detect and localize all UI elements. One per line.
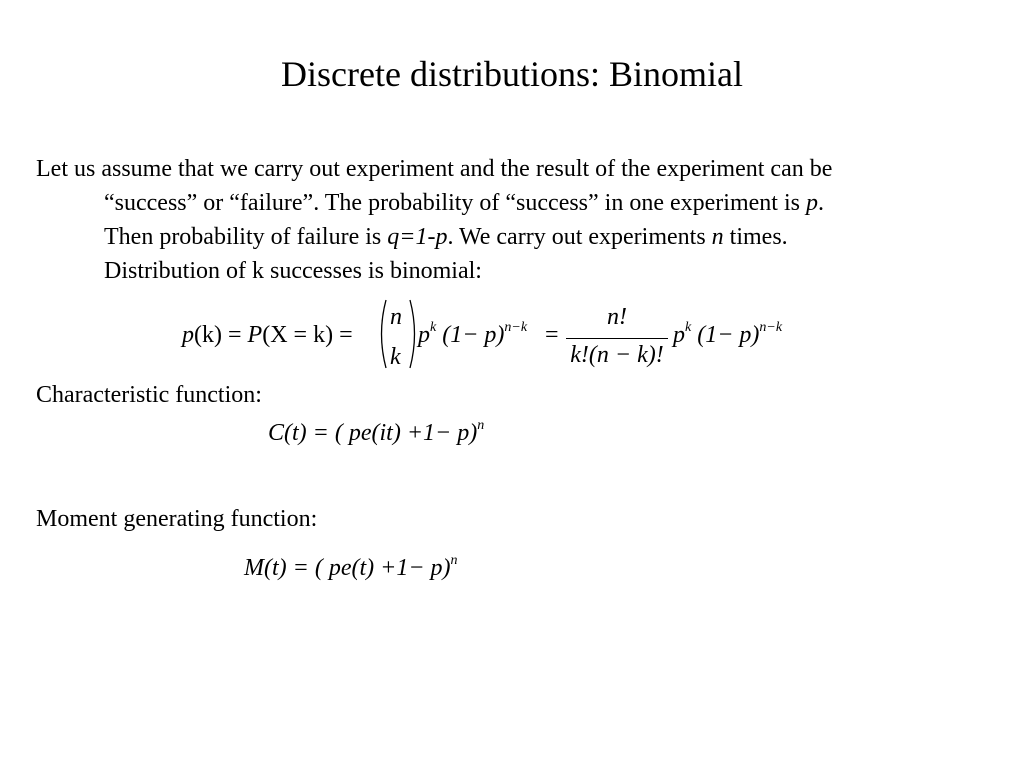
pmf-rhs-2 [673, 322, 782, 349]
var-p: p [805, 190, 818, 216]
intro-line-3-text-a: Then probability of failure is [104, 224, 388, 250]
pmf-X: (X [262, 322, 288, 348]
intro-line-2 [104, 186, 824, 220]
characteristic-formula-main: C(t) = ( pe(it) +1− p) [268, 420, 478, 446]
intro-line-1: Let us assume that we carry out experiment and the result of the experiment can be [36, 156, 833, 182]
intro-line-3-text-c: times. [723, 224, 788, 250]
frac-num-text: n! [607, 304, 627, 330]
fraction-bar [566, 338, 668, 339]
pmf-lhs-p: p [182, 322, 194, 348]
pmf-k-exponent: k [430, 320, 437, 335]
characteristic-label: Characteristic function: [36, 382, 262, 408]
slide-title: Discrete distributions: Binomial [281, 54, 743, 94]
pmf-one-minus-p-2: (1− p) [697, 322, 760, 348]
frac-denominator: k!(n − k)! [570, 342, 664, 368]
binom-bottom: k [390, 344, 401, 370]
pmf-p-2: p [673, 322, 685, 348]
var-n: n [711, 224, 724, 250]
pmf-eq-3: = [545, 322, 559, 348]
intro-line-2-text: “success” or “failure”. The probability of “success” in one experiment is [104, 190, 806, 216]
pmf-lhs-k: (k) [194, 322, 222, 348]
pmf-eq-2: = [339, 322, 353, 348]
mgf-label: Moment generating function: [36, 506, 318, 532]
intro-line-3 [104, 220, 788, 254]
pmf-eq-k: = k) [293, 322, 334, 348]
pmf-k-exponent-2: k [685, 320, 692, 335]
pmf-p: p [418, 322, 430, 348]
left-paren-icon [382, 300, 387, 368]
pmf-lhs [182, 322, 353, 349]
var-q-definition: q=1-p [387, 224, 448, 250]
pmf-P: P [247, 322, 263, 348]
period: . [817, 190, 824, 216]
frac-numerator [566, 304, 668, 331]
characteristic-formula [268, 420, 484, 447]
pmf-rhs-1 [418, 322, 527, 349]
right-paren-icon [410, 300, 415, 368]
pmf-nk-exponent-2: n−k [759, 320, 783, 335]
pmf-eq-1: = [227, 322, 242, 348]
mgf-formula-main: M(t) = ( pe(t) +1− p) [244, 555, 451, 581]
characteristic-exponent: n [477, 418, 485, 433]
intro-line-4: Distribution of k successes is binomial: [104, 258, 482, 284]
pmf-nk-exponent: n−k [504, 320, 528, 335]
mgf-exponent: n [450, 553, 458, 568]
pmf-one-minus-p: (1− p) [442, 322, 505, 348]
intro-line-3-text-b: . We carry out experiments [447, 224, 712, 250]
binom-top: n [390, 304, 402, 330]
mgf-formula [244, 555, 458, 582]
